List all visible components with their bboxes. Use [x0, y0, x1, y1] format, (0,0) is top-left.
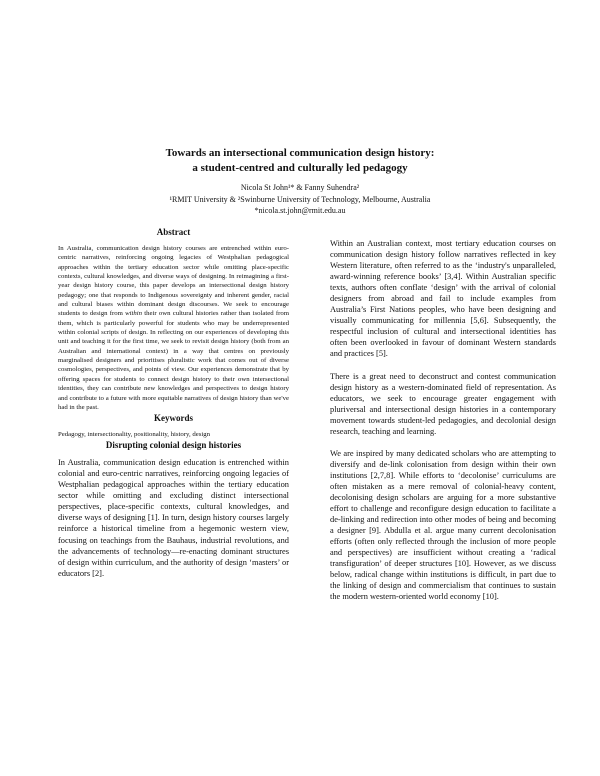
title-line-2: a student-centred and culturally led pedagogy: [192, 162, 408, 174]
abstract-text: [58, 244, 289, 412]
keywords-heading: Keywords: [154, 413, 193, 424]
abstract-text-part-1: In Australia, communication design history courses are entrenched within euro-centric narratives, reinforcing ongoing legacies of Westphalian pedagogical approaches within the tertiary education sector while omitting place-specific contexts, cultural knowledges, and diverse ways of designing. In reimagining a first-year design history course, this paper develops an intersectional design history pedagogy; one that responds to Indigenous sovereignty and inherent gender, racial and cultural biases within dominant design discourses. We seek to encourage students to design from: [58, 245, 289, 318]
abstract-heading: Abstract: [156, 227, 191, 237]
left-column: [58, 226, 289, 579]
right-column: [330, 238, 556, 602]
author-block: [60, 182, 540, 217]
paper-title: [60, 146, 540, 176]
right-paragraph-2: There is a great need to deconstruct and contest communication design history as a western-dominated field of representation. As educators, we seek to encourage greater engagement with pluriversal and intersectional design histories in a contemporary movement towards student-led pedagogies, and decolonial design research, teaching and learning.: [330, 371, 556, 436]
section-paragraph: In Australia, communication design education is entrenched within colonial and euro-centric narratives, reinforcing ongoing legacies of Westphalian pedagogical approaches within the tertiary education sector while omitting and excluding distinct intersectional perspectives, place-specific contexts, cultural knowledges, and diverse ways of designing [1]. In turn, design history courses largely reinforce a historical timeline from a hegemonic western view, focusing on teachings from the Bauhaus, industrial revolutions, and the advancements of technology—re-enacting dominant structures of design within curriculum, and the authority of design ‘masters’ or educators [2].: [58, 458, 289, 578]
abstract-emphasis: within: [125, 310, 143, 318]
abstract-text-part-2: their own cultural histories rather than isolated from them, which is particularly powerful for students who may be underrepresented within colonial scripts of design. In reflecting on our experiences of developing this unit and teaching it for the first time, we seek to revisit design history (both from an Australian and international context) in a way that centres on previously marginalised designers and prioritises pluralistic work that comes out of diverse cosmologies, perspectives, and points of view. Our experiences demonstrate that by offering spaces for students to connect design history to their own intersectional identities, they can contribute new knowledges and perspectives to design history and contribute to a future with more equitable narratives of design history than we've had in the past.: [58, 310, 290, 411]
right-paragraph-1: Within an Australian context, most tertiary education courses on communication design history follow narratives reflected in key Western literature, often referred to as the ‘industry's unparalleled, award-winning reference books’ [3,4]. Within Australian specific texts, authors often conflate ‘design’ with the arrival of colonial designers from abroad and fail to include examples from Australia’s First Nations peoples, who have been designing and visually communicating for millennia [5,6]. Subsequently, the respectful inclusion of cultural and intersectional identities has often been overlooked in favour of dominant Western standards and practices [5].: [330, 239, 556, 359]
author-names: Nicola St John¹* & Fanny Suhendra²: [240, 183, 360, 192]
author-email: *nicola.st.john@rmit.edu.au: [254, 206, 346, 215]
keywords-text: Pedagogy, intersectionality, positionality, history, design: [58, 431, 210, 439]
right-paragraph-3: We are inspired by many dedicated scholars who are attempting to diversify and de-link colonisation from design within their own institutions [2,7,8]. While efforts to ‘decolonise’ curriculums are often mistaken as a mere removal of colonial-heavy content, decolonising design scholars are arguing for a more substantive effort to challenge and reconfigure design education to facilitate a de-linking and redirection into other modes of being and becoming a designer [9]. Abdulla et al. argue many current decolonisation efforts (often only reflected through the inclusion of more people and perspectives) are insufficient without creating a ‘radical transfiguration’ of deeper structures [10]. However, as we discuss below, radical change within institutions is difficult, in part due to the linking of design and commercialism that continues to sustain the modern western-oriented world economy [10].: [330, 448, 556, 602]
title-line-1: Towards an intersectional communication design history:: [165, 147, 435, 159]
author-affiliations: ¹RMIT University & ²Swinburne University of Technology, Melbourne, Australia: [169, 194, 431, 204]
section-heading-disrupting: Disrupting colonial design histories: [105, 440, 242, 451]
